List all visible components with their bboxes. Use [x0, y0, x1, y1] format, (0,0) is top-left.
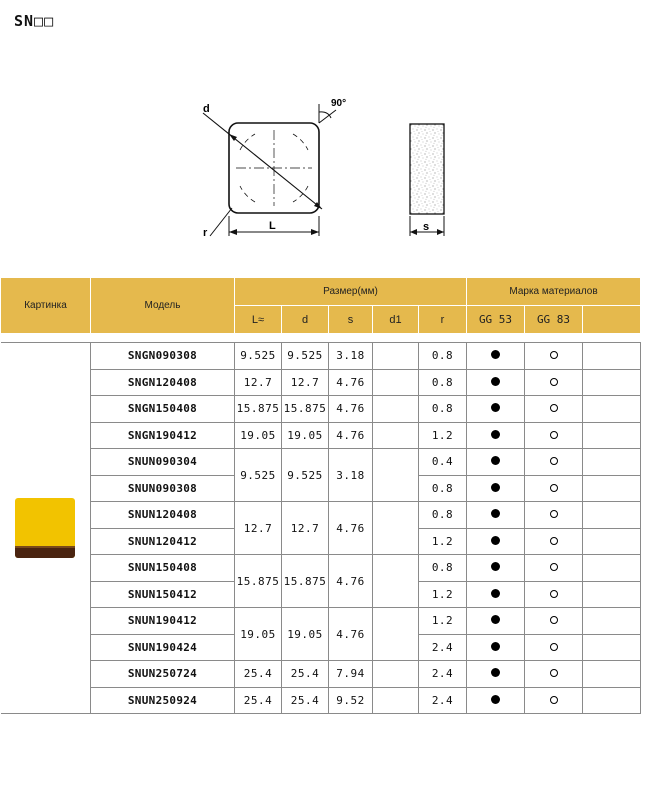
header-extra	[583, 306, 641, 334]
r-cell: 0.8	[419, 555, 467, 582]
header-d1: d1	[373, 306, 419, 334]
L-cell: 12.7	[235, 502, 282, 555]
filled-circle-icon	[491, 377, 500, 386]
extra-cell	[583, 528, 641, 555]
extra-cell	[583, 422, 641, 449]
L-cell: 19.05	[235, 608, 282, 661]
header-d: d	[282, 306, 329, 334]
d-cell: 15.875	[282, 555, 329, 608]
filled-circle-icon	[491, 695, 500, 704]
gg83-cell	[525, 528, 583, 555]
r-cell: 0.8	[419, 475, 467, 502]
gg83-cell	[525, 449, 583, 476]
filled-circle-icon	[491, 642, 500, 651]
L-cell: 12.7	[235, 369, 282, 396]
r-cell: 0.4	[419, 449, 467, 476]
open-circle-icon	[550, 643, 558, 651]
L-cell: 9.525	[235, 449, 282, 502]
extra-cell	[583, 369, 641, 396]
r-cell: 0.8	[419, 396, 467, 423]
s-cell: 4.76	[329, 422, 373, 449]
s-cell: 4.76	[329, 555, 373, 608]
label-s: s	[423, 221, 430, 233]
extra-cell	[583, 475, 641, 502]
d1-cell	[373, 449, 419, 502]
r-cell: 1.2	[419, 608, 467, 635]
header-model: Модель	[91, 278, 235, 334]
extra-cell	[583, 608, 641, 635]
s-cell: 7.94	[329, 661, 373, 688]
gg83-cell	[525, 396, 583, 423]
d-cell: 9.525	[282, 343, 329, 370]
table-row	[1, 449, 641, 476]
gg53-cell	[467, 422, 525, 449]
d-cell: 19.05	[282, 608, 329, 661]
filled-circle-icon	[491, 562, 500, 571]
gg53-cell	[467, 449, 525, 476]
r-cell: 0.8	[419, 343, 467, 370]
label-d: d	[203, 103, 210, 115]
model-cell: SNUN120412	[91, 528, 235, 555]
r-cell: 1.2	[419, 528, 467, 555]
open-circle-icon	[550, 484, 558, 492]
L-cell: 15.875	[235, 555, 282, 608]
model-cell: SNUN190412	[91, 608, 235, 635]
label-L: L	[269, 220, 276, 232]
d1-cell	[373, 687, 419, 714]
model-cell: SNUN090308	[91, 475, 235, 502]
gg83-cell	[525, 581, 583, 608]
s-cell: 3.18	[329, 449, 373, 502]
extra-cell	[583, 449, 641, 476]
filled-circle-icon	[491, 589, 500, 598]
table-row	[1, 422, 641, 449]
L-cell: 15.875	[235, 396, 282, 423]
gg53-cell	[467, 396, 525, 423]
open-circle-icon	[550, 563, 558, 571]
d1-cell	[373, 343, 419, 370]
filled-circle-icon	[491, 509, 500, 518]
model-cell: SNUN090304	[91, 449, 235, 476]
extra-cell	[583, 661, 641, 688]
table-row	[1, 555, 641, 582]
model-cell: SNUN150408	[91, 555, 235, 582]
header-material-group: Марка материалов	[467, 278, 641, 306]
open-circle-icon	[550, 510, 558, 518]
model-cell: SNGN190412	[91, 422, 235, 449]
d-cell: 12.7	[282, 502, 329, 555]
model-cell: SNGN090308	[91, 343, 235, 370]
extra-cell	[583, 634, 641, 661]
s-cell: 9.52	[329, 687, 373, 714]
gg83-cell	[525, 555, 583, 582]
L-cell: 19.05	[235, 422, 282, 449]
d-cell: 9.525	[282, 449, 329, 502]
open-circle-icon	[550, 351, 558, 359]
d1-cell	[373, 555, 419, 608]
gg83-cell	[525, 661, 583, 688]
gg83-cell	[525, 502, 583, 529]
s-cell: 4.76	[329, 608, 373, 661]
d-cell: 25.4	[282, 687, 329, 714]
header-picture: Картинка	[1, 278, 91, 334]
table-row	[1, 608, 641, 635]
header-gg83: GG 83	[525, 306, 583, 334]
gg53-cell	[467, 608, 525, 635]
d1-cell	[373, 661, 419, 688]
table-row	[1, 687, 641, 714]
open-circle-icon	[550, 431, 558, 439]
header-s: s	[329, 306, 373, 334]
gg53-cell	[467, 661, 525, 688]
insert-picture-cell	[1, 343, 91, 714]
gg53-cell	[467, 502, 525, 529]
extra-cell	[583, 687, 641, 714]
d1-cell	[373, 396, 419, 423]
gg53-cell	[467, 369, 525, 396]
center-lines	[236, 130, 312, 206]
spec-table	[0, 277, 641, 714]
s-cell: 4.76	[329, 396, 373, 423]
open-circle-icon	[550, 404, 558, 412]
d1-cell	[373, 369, 419, 396]
model-cell: SNGN120408	[91, 369, 235, 396]
filled-circle-icon	[491, 536, 500, 545]
filled-circle-icon	[491, 483, 500, 492]
extra-cell	[583, 343, 641, 370]
gg53-cell	[467, 687, 525, 714]
s-cell: 4.76	[329, 502, 373, 555]
table-row	[1, 343, 641, 370]
d-cell: 15.875	[282, 396, 329, 423]
insert-drawing	[0, 0, 670, 260]
r-cell: 1.2	[419, 422, 467, 449]
filled-circle-icon	[491, 430, 500, 439]
model-cell: SNUN190424	[91, 634, 235, 661]
gg83-cell	[525, 475, 583, 502]
insert-side-view	[410, 124, 444, 214]
s-cell: 4.76	[329, 369, 373, 396]
r-cell: 2.4	[419, 687, 467, 714]
r-cell: 1.2	[419, 581, 467, 608]
L-cell: 25.4	[235, 687, 282, 714]
d-cell: 19.05	[282, 422, 329, 449]
label-r: r	[203, 227, 208, 239]
filled-circle-icon	[491, 615, 500, 624]
open-circle-icon	[550, 457, 558, 465]
r-cell: 2.4	[419, 634, 467, 661]
model-cell: SNUN150412	[91, 581, 235, 608]
model-cell: SNGN150408	[91, 396, 235, 423]
gg53-cell	[467, 528, 525, 555]
label-angle: 90°	[331, 98, 347, 109]
spec-table-wrap	[0, 277, 640, 714]
insert-image	[15, 498, 75, 558]
header-r: r	[419, 306, 467, 334]
s-cell: 3.18	[329, 343, 373, 370]
d1-cell	[373, 422, 419, 449]
gg83-cell	[525, 634, 583, 661]
d-cell: 12.7	[282, 369, 329, 396]
extra-cell	[583, 502, 641, 529]
model-cell: SNUN120408	[91, 502, 235, 529]
gg83-cell	[525, 343, 583, 370]
gg53-cell	[467, 343, 525, 370]
header-size-group: Размер(мм)	[235, 278, 467, 306]
L-cell: 25.4	[235, 661, 282, 688]
model-cell: SNUN250724	[91, 661, 235, 688]
open-circle-icon	[550, 378, 558, 386]
d-dimension-line	[203, 113, 322, 209]
L-cell: 9.525	[235, 343, 282, 370]
open-circle-icon	[550, 669, 558, 677]
table-row	[1, 369, 641, 396]
extra-cell	[583, 396, 641, 423]
d1-cell	[373, 608, 419, 661]
table-row	[1, 396, 641, 423]
filled-circle-icon	[491, 456, 500, 465]
table-row	[1, 661, 641, 688]
gg83-cell	[525, 608, 583, 635]
gg83-cell	[525, 369, 583, 396]
model-cell: SNUN250924	[91, 687, 235, 714]
header-L: L≈	[235, 306, 282, 334]
gg53-cell	[467, 555, 525, 582]
extra-cell	[583, 581, 641, 608]
open-circle-icon	[550, 590, 558, 598]
gg83-cell	[525, 687, 583, 714]
table-row	[1, 502, 641, 529]
r-cell: 0.8	[419, 502, 467, 529]
gg53-cell	[467, 634, 525, 661]
page-title: SN□□	[14, 12, 55, 30]
open-circle-icon	[550, 696, 558, 704]
gg53-cell	[467, 475, 525, 502]
filled-circle-icon	[491, 350, 500, 359]
open-circle-icon	[550, 616, 558, 624]
extra-cell	[583, 555, 641, 582]
filled-circle-icon	[491, 403, 500, 412]
r-cell: 2.4	[419, 661, 467, 688]
header-gg53: GG 53	[467, 306, 525, 334]
d-cell: 25.4	[282, 661, 329, 688]
open-circle-icon	[550, 537, 558, 545]
d1-cell	[373, 502, 419, 555]
gg83-cell	[525, 422, 583, 449]
filled-circle-icon	[491, 668, 500, 677]
r-cell: 0.8	[419, 369, 467, 396]
gg53-cell	[467, 581, 525, 608]
